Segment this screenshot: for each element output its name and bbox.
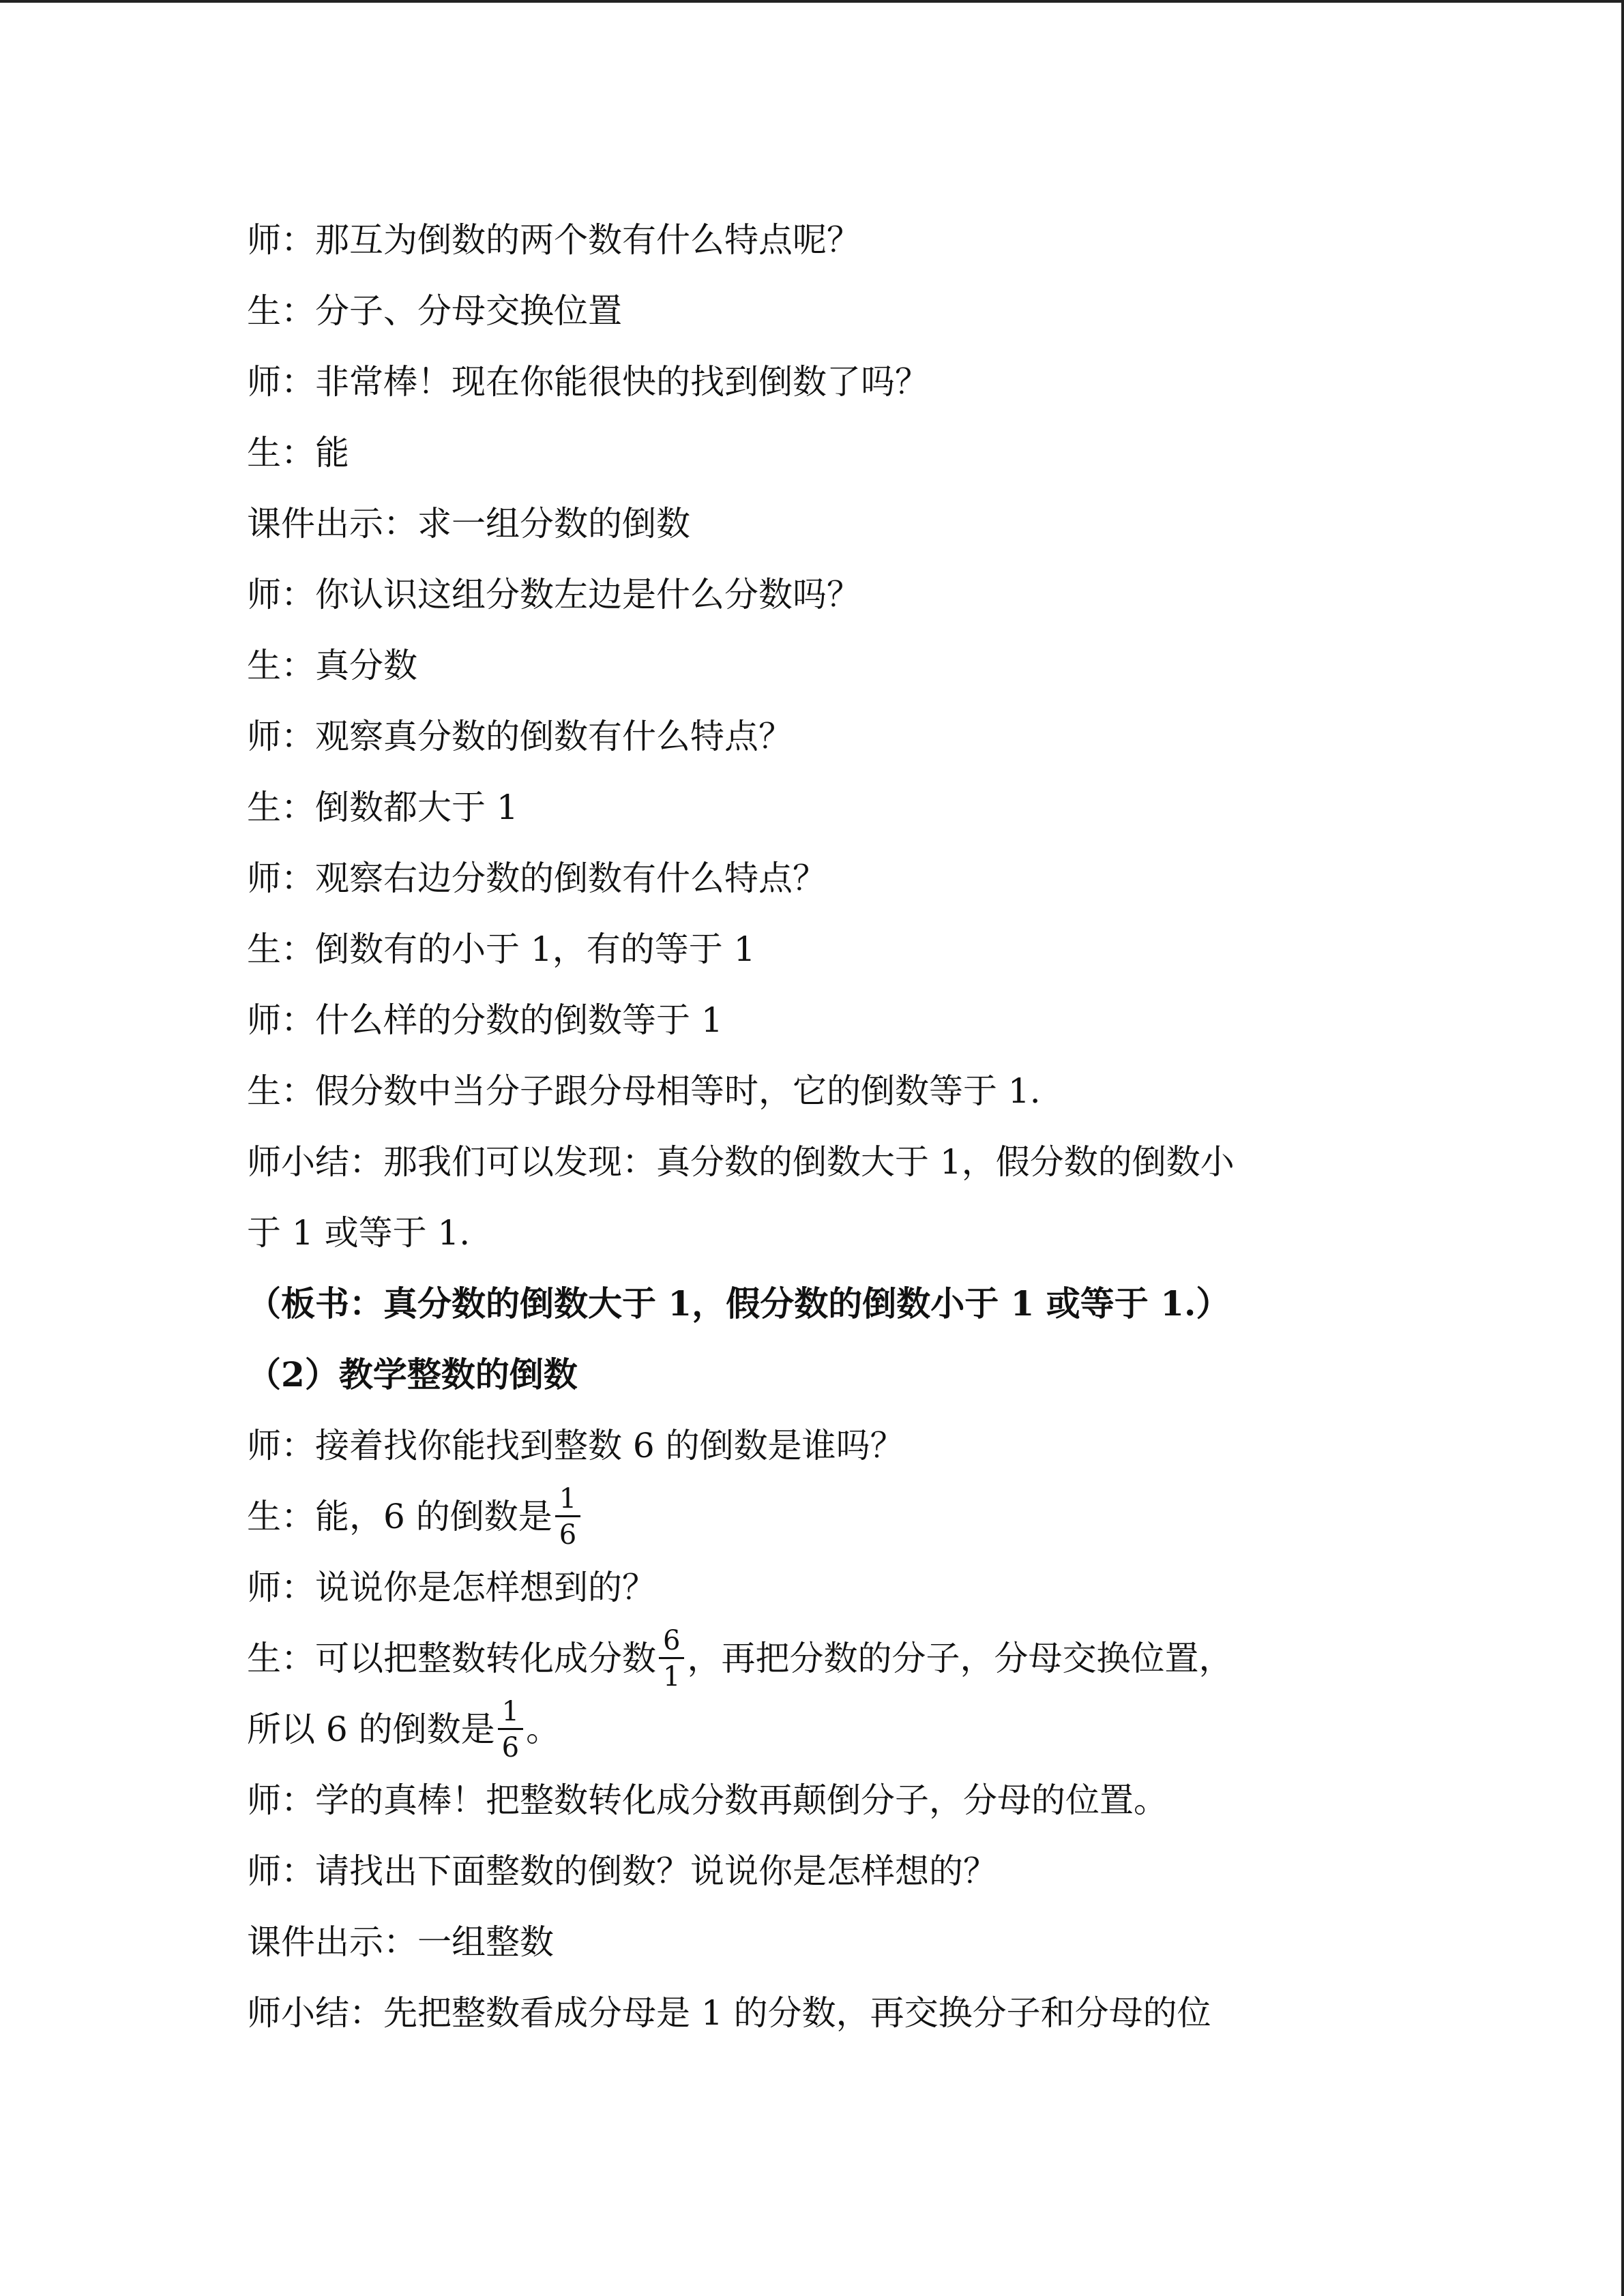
fraction-numerator: 6 xyxy=(659,1627,684,1659)
dialogue-line: 师：那互为倒数的两个数有什么特点呢？ xyxy=(247,220,861,260)
fraction-denominator: 6 xyxy=(559,1519,577,1551)
document-body xyxy=(247,205,1393,2048)
page-top-border xyxy=(0,0,1624,3)
fraction-numerator: 1 xyxy=(498,1698,523,1730)
fraction-denominator: 6 xyxy=(501,1731,520,1763)
dialogue-line: 生：倒数有的小于 1，有的等于 1 xyxy=(247,929,756,969)
dialogue-line: 师：请找出下面整数的倒数？说说你是怎样想的？ xyxy=(247,1851,997,1891)
dialogue-line: 师：学的真棒！把整数转化成分数再颠倒分子，分母的位置。 xyxy=(247,1780,1168,1820)
page-right-border xyxy=(1621,0,1624,2296)
dialogue-line: 师：接着找你能找到整数 6 的倒数是谁吗？ xyxy=(247,1426,904,1465)
dialogue-line: 师：非常棒！现在你能很快的找到倒数了吗？ xyxy=(247,362,929,402)
line-text-after: ，再把分数的分子，分母交换位置， xyxy=(687,1639,1233,1678)
dialogue-line: 生：分子、分母交换位置 xyxy=(247,291,622,331)
line-text: 所以 6 的倒数是 xyxy=(247,1710,495,1749)
fraction-numerator: 1 xyxy=(555,1485,580,1517)
dialogue-line: 课件出示：一组整数 xyxy=(247,1922,554,1962)
dialogue-line: 师：观察真分数的倒数有什么特点？ xyxy=(247,717,793,756)
fraction xyxy=(555,1482,580,1551)
summary-line: 于 1 或等于 1. xyxy=(247,1213,471,1253)
dialogue-line: 师：什么样的分数的倒数等于 1 xyxy=(247,1000,723,1040)
dialogue-line: 生：能 xyxy=(247,433,349,473)
fraction xyxy=(498,1695,523,1763)
dialogue-line: 师：说说你是怎样想到的？ xyxy=(247,1568,656,1607)
dialogue-line: 师：观察右边分数的倒数有什么特点？ xyxy=(247,859,827,898)
dialogue-line: 课件出示：求一组分数的倒数 xyxy=(247,504,690,543)
dialogue-line: 生：假分数中当分子跟分母相等时，它的倒数等于 1. xyxy=(247,1071,1041,1111)
dialogue-line: 师：你认识这组分数左边是什么分数吗？ xyxy=(247,575,861,614)
dialogue-line-with-fraction xyxy=(247,1481,1393,1552)
dialogue-line: 生：真分数 xyxy=(247,646,417,685)
board-note: （板书：真分数的倒数大于 1，假分数的倒数小于 1 或等于 1.） xyxy=(247,1283,1230,1324)
summary-line: 师小结：先把整数看成分母是 1 的分数，再交换分子和分母的位 xyxy=(247,1993,1211,2033)
summary-line: 师小结：那我们可以发现：真分数的倒数大于 1，假分数的倒数小 xyxy=(247,1142,1235,1182)
dialogue-line-with-fraction xyxy=(247,1694,1393,1765)
section-heading: （2）教学整数的倒数 xyxy=(247,1354,578,1395)
dialogue-line: 生：倒数都大于 1 xyxy=(247,788,518,827)
dialogue-line-with-fraction xyxy=(247,1623,1393,1694)
line-text: 生：可以把整数转化成分数 xyxy=(247,1639,656,1678)
line-text: 生：能，6 的倒数是 xyxy=(247,1497,552,1536)
fraction-denominator: 1 xyxy=(663,1660,681,1693)
fraction xyxy=(659,1624,684,1693)
line-text-after: 。 xyxy=(526,1710,561,1749)
